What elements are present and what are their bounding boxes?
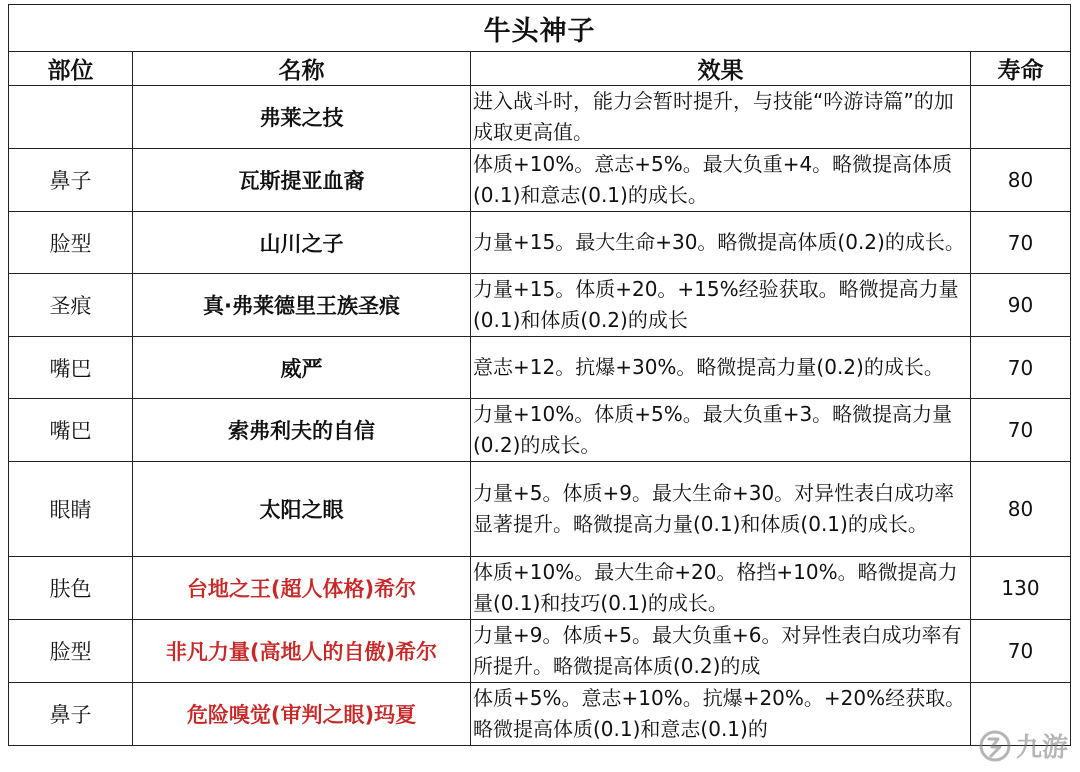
- cell-life: 70: [971, 620, 1071, 683]
- cell-part: 鼻子: [9, 683, 133, 746]
- cell-life: 70: [971, 212, 1071, 274]
- cell-part: 眼睛: [9, 462, 133, 557]
- watermark-text: 九游: [1015, 733, 1068, 763]
- cell-life: 70: [971, 337, 1071, 399]
- cell-name: 非凡力量(高地人的自傲)希尔: [133, 620, 471, 683]
- cell-part: 肤色: [9, 557, 133, 620]
- attribute-sheet: [8, 4, 1070, 746]
- cell-effect: 力量+15。体质+20。+15%经验获取。略微提高力量(0.1)和体质(0.2)的成长: [471, 274, 971, 337]
- trait-table: [8, 4, 1071, 746]
- cell-part: 嘴巴: [9, 399, 133, 462]
- cell-name: 索弗利夫的自信: [133, 399, 471, 462]
- cell-name: 台地之王(超人体格)希尔: [133, 557, 471, 620]
- cell-effect: 力量+9。体质+5。最大负重+6。对异性表白成功率有所提升。略微提高体质(0.2)的成: [471, 620, 971, 683]
- table-row: [9, 149, 1071, 212]
- table-row: [9, 86, 1071, 149]
- table-row: [9, 620, 1071, 683]
- table-row: [9, 274, 1071, 337]
- header-name: 名称: [133, 52, 471, 86]
- header-life: 寿命: [971, 52, 1071, 86]
- cell-life: [971, 86, 1071, 149]
- header-part: 部位: [9, 52, 133, 86]
- cell-part: 嘴巴: [9, 337, 133, 399]
- cell-part: [9, 86, 133, 149]
- cell-life: 80: [971, 462, 1071, 557]
- cell-part: 鼻子: [9, 149, 133, 212]
- header-row: [9, 52, 1071, 86]
- table-row: [9, 399, 1071, 462]
- cell-name: 弗莱之技: [133, 86, 471, 149]
- cell-life: 130: [971, 557, 1071, 620]
- table-row: [9, 557, 1071, 620]
- cell-part: 脸型: [9, 620, 133, 683]
- cell-part: 圣痕: [9, 274, 133, 337]
- header-effect: 效果: [471, 52, 971, 86]
- cell-name: 危险嗅觉(审判之眼)玛夏: [133, 683, 471, 746]
- cell-name: 威严: [133, 337, 471, 399]
- jiuyou-logo-icon: [978, 729, 1012, 763]
- table-row: [9, 212, 1071, 274]
- cell-part: 脸型: [9, 212, 133, 274]
- cell-effect: 力量+15。最大生命+30。略微提高体质(0.2)的成长。: [471, 212, 971, 274]
- table-title: 牛头神子: [9, 5, 1071, 52]
- cell-effect: 意志+12。抗爆+30%。略微提高力量(0.2)的成长。: [471, 337, 971, 399]
- cell-effect: 体质+10%。意志+5%。最大负重+4。略微提高体质(0.1)和意志(0.1)的成长。: [471, 149, 971, 212]
- cell-life: 80: [971, 149, 1071, 212]
- cell-effect: 体质+10%。最大生命+20。格挡+10%。略微提高力量(0.1)和技巧(0.1)的成长。: [471, 557, 971, 620]
- table-row: [9, 462, 1071, 557]
- cell-life: 90: [971, 274, 1071, 337]
- cell-life: 70: [971, 399, 1071, 462]
- table-row: [9, 337, 1071, 399]
- cell-name: 瓦斯提亚血裔: [133, 149, 471, 212]
- cell-name: 山川之子: [133, 212, 471, 274]
- cell-effect: 力量+5。体质+9。最大生命+30。对异性表白成功率显著提升。略微提高力量(0.1)和体质(0.1)的成长。: [471, 462, 971, 557]
- cell-effect: 进入战斗时，能力会暂时提升，与技能“吟游诗篇”的加成取更高值。: [471, 86, 971, 149]
- table-row: [9, 683, 1071, 746]
- cell-effect: 体质+5%。意志+10%。抗爆+20%。+20%经获取。略微提高体质(0.1)和意志(0.1)的: [471, 683, 971, 746]
- cell-name: 太阳之眼: [133, 462, 471, 557]
- title-row: [9, 5, 1071, 52]
- watermark: [978, 727, 1068, 764]
- cell-effect: 力量+10%。体质+5%。最大负重+3。略微提高力量(0.2)的成长。: [471, 399, 971, 462]
- cell-name: 真·弗莱德里王族圣痕: [133, 274, 471, 337]
